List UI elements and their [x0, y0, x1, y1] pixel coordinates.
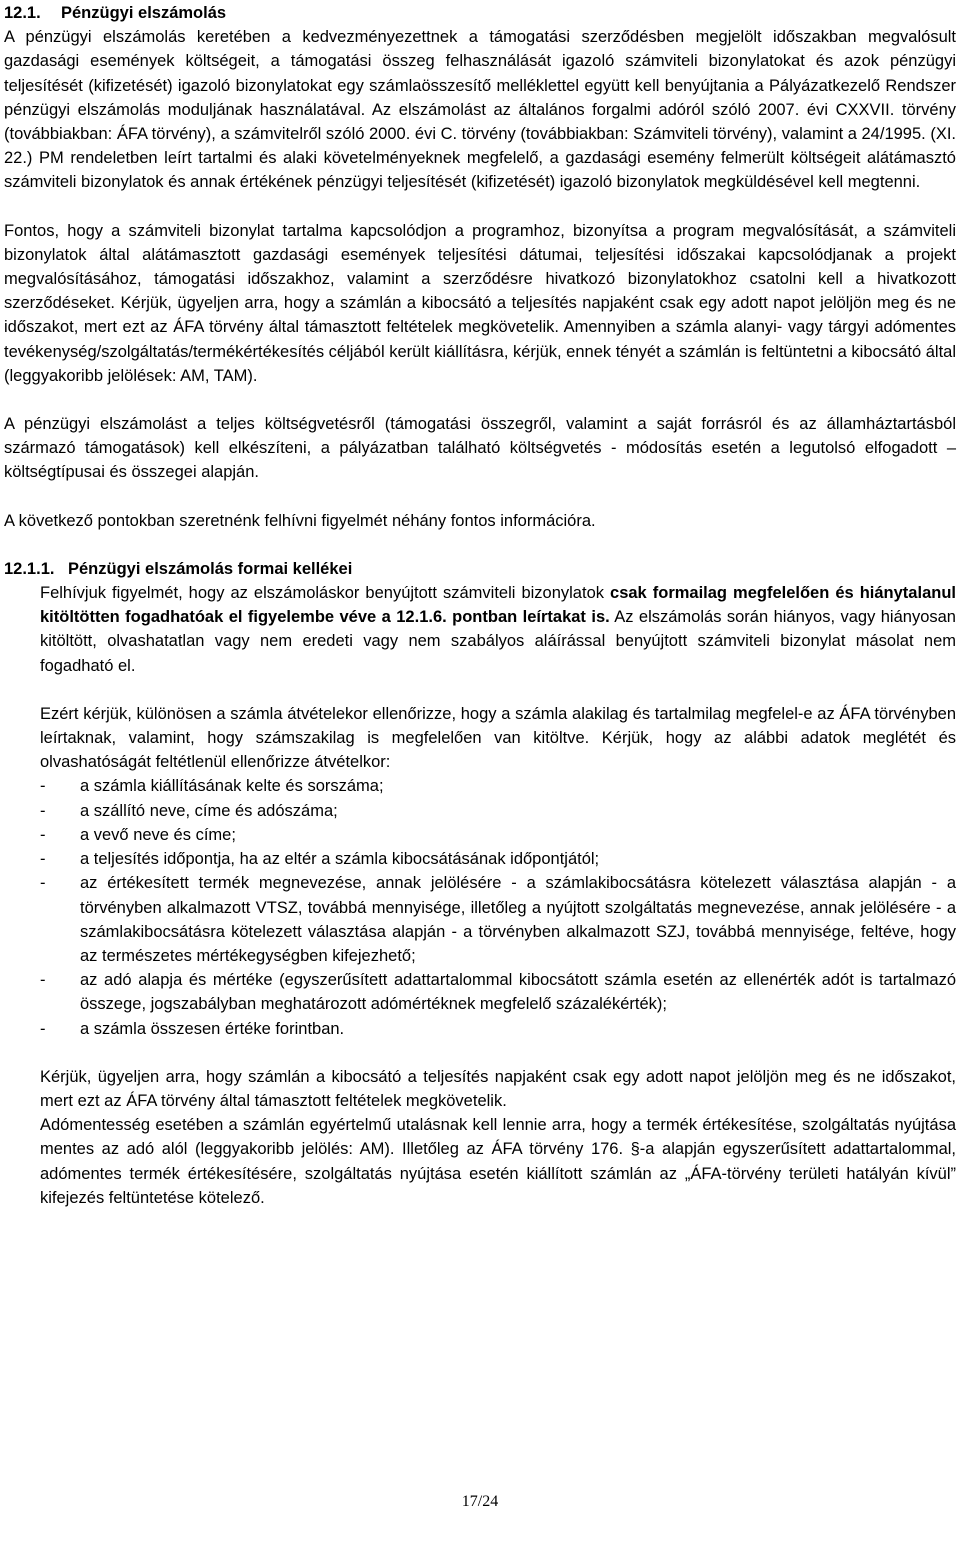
subsection-paragraph-1-end: Az elszámolás során hiányos, vagy hiányosan kitöltött, olvashatatlan vagy nem eredeti vagy nem szabályos aláírással benyújtott számviteli bizonylat másolat nem fogadható el. — [40, 608, 956, 675]
list-item-text: a szállító neve, címe és adószáma; — [80, 801, 338, 820]
section-title: Pénzügyi elszámolás — [61, 4, 227, 22]
list-item — [4, 774, 956, 798]
subsection-title: Pénzügyi elszámolás formai kellékei — [68, 559, 353, 578]
list-item-text: a számla kiállításának kelte és sorszáma; — [80, 777, 384, 796]
list-dash: - — [40, 971, 46, 990]
list-dash: - — [40, 850, 46, 869]
list-item — [4, 799, 956, 823]
list-item — [4, 847, 956, 871]
subsection-paragraph-3: Kérjük, ügyeljen arra, hogy számlán a kibocsátó a teljesítés napjaként csak egy adott napot jelöljön meg és ne időszakot, mert ezt az ÁFA törvény által támasztott feltételek megkövetelik. — [40, 1067, 956, 1110]
page-number: 17/24 — [461, 1493, 499, 1510]
subsection-paragraph-4: Adómentesség esetében a számlán egyértelmű utalásnak kell lennie arra, hogy a termék értékesítése, szolgáltatás nyújtása mentes az adó alól (leggyakoribb jelölés: AM). Illetőleg az ÁFA törvény 176. §-a alapján egyszerűsített adattartalommal, adómentes termék értékesítésére, szolgáltatás nyújtása esetén kiállított számlán az „ÁFA-törvény területi hatályán kívül” kifejezés feltüntetése kötelező. — [40, 1116, 956, 1207]
section-paragraph-1: A pénzügyi elszámolás keretében a kedvezményezettnek a támogatási szerződésben megjelölt időszakban megvalósult gazdasági események költségeit, a támogatási összeg felhasználását igazoló számviteli bizonylatokat és azok pénzügyi teljesítését (kifizetését) igazoló bizonylatokat egy számlaösszesítő melléklettel együtt kell benyújtania a Pályázatkezelő Rendszer pénzügyi elszámolás moduljának használatával. Az elszámolást az általános forgalmi adóról szóló 2007. évi CXXVII. törvény (továbbiakban: ÁFA törvény), a számvitelről szóló 2000. évi C. törvény (továbbiakban: Számviteli törvény), valamint a 24/1995. (XI. 22.) PM rendeletben leírt tartalmi és alaki követelményeknek megfelelő, a gazdasági esemény felmerült költségeit alátámasztó számviteli bizonylatok és annak értékének pénzügyi teljesítését (kifizetését) igazoló bizonylatok megküldésével kell megtenni. — [4, 28, 956, 192]
list-dash: - — [40, 825, 46, 844]
page-content — [4, 0, 956, 1210]
list-item-text: az értékesített termék megnevezése, annak jelölésére - a számlakibocsátásra kötelezett választása alapján - a törvényben alkalmazott VTSZ, továbbá mennyisége, illetőleg a nyújtott szolgáltatás megnevezése, annak jelölésére - a számlakibocsátásra kötelezett választása alapján - a törvényben alkalmazott SZJ, továbbá mennyisége, feltéve, hogy az természetes mértékegységben kifejezhető; — [80, 874, 956, 965]
list-item — [4, 823, 956, 847]
section-heading — [4, 1, 956, 25]
section-paragraph-4: A következő pontokban szeretnénk felhívni figyelmét néhány fontos információra. — [4, 511, 596, 530]
section-paragraph-2: Fontos, hogy a számviteli bizonylat tartalma kapcsolódjon a programhoz, bizonyítsa a program megvalósítását, a számviteli bizonylatok által alátámasztott gazdasági események teljesítési dátumai, teljesítési időszakai kapcsolódjanak a projekt megvalósításához, támogatási időszakhoz, valamint a szerződésre hivatkozó bizonylatokhoz csatolni kell a hivatkozott szerződéseket. Kérjük, ügyeljen arra, hogy a számlán a kibocsátó a teljesítés napjaként csak egy adott napot jelöljön meg és ne időszakot, mert ezt az ÁFA törvény által támasztott feltételek megkövetelik. Amennyiben a számla alanyi- vagy tárgyi adómentes tevékenység/szolgáltatás/termékértékesítés céljából került kiállításra, kérjük, ennek tényét a számlán is feltüntetni a kibocsátó által (leggyakoribb jelölések: AM, TAM). — [4, 221, 956, 385]
list-dash: - — [40, 777, 46, 796]
section-paragraph-3: A pénzügyi elszámolást a teljes költségvetésről (támogatási összegről, valamint a saját forrásról és az államháztartásból származó támogatások) kell elkészíteni, a pályázatban található költségvetés - módosítás esetén a legutolsó elfogadott – költségtípusai és összegei alapján. — [4, 415, 956, 482]
subsection-heading — [4, 557, 956, 581]
list-item — [4, 871, 956, 968]
list-item — [4, 968, 956, 1016]
list-dash: - — [40, 801, 46, 820]
list-item-text: a teljesítés időpontja, ha az eltér a számla kibocsátásának időpontjától; — [80, 850, 600, 869]
list-item-text: a vevő neve és címe; — [80, 825, 236, 844]
list-item-text: az adó alapja és mértéke (egyszerűsített adattartalommal kibocsátott számla esetén az ellenérték adót is tartalmazó összege, jogszabályban meghatározott adómértéknek megfelelő százalékérték); — [80, 971, 956, 1014]
subsection-paragraph-1 — [4, 581, 956, 678]
section-number: 12.1. — [4, 4, 41, 22]
list-dash: - — [40, 1019, 46, 1038]
subsection-paragraph-2: Ezért kérjük, különösen a számla átvételekor ellenőrizze, hogy a számla alakilag és tartalmilag megfelel-e az ÁFA törvényben leírtaknak, valamint, hogy számszakilag is megfelelően van kitöltve. Kérjük, hogy az alábbi adatok meglétét és olvashatóságát feltétlenül ellenőrizze átvételkor: — [40, 704, 956, 772]
list-item-text: a számla összesen értéke forintban. — [80, 1019, 345, 1038]
list-item — [4, 1017, 956, 1041]
list-dash: - — [40, 874, 46, 893]
subsection-paragraph-1-emphasis: csak formailag megfelelően és hiánytalanul kitöltötten fogadhatóak el figyelembe véve a 12.1.6. pontban leírtakat is. — [40, 584, 956, 627]
subsection-paragraph-1-start: Felhívjuk figyelmét, hogy az elszámoláskor benyújtott számviteli bizonylatok — [40, 584, 611, 603]
subsection-number: 12.1.1. — [4, 559, 55, 578]
invoice-check-list — [4, 774, 956, 1040]
